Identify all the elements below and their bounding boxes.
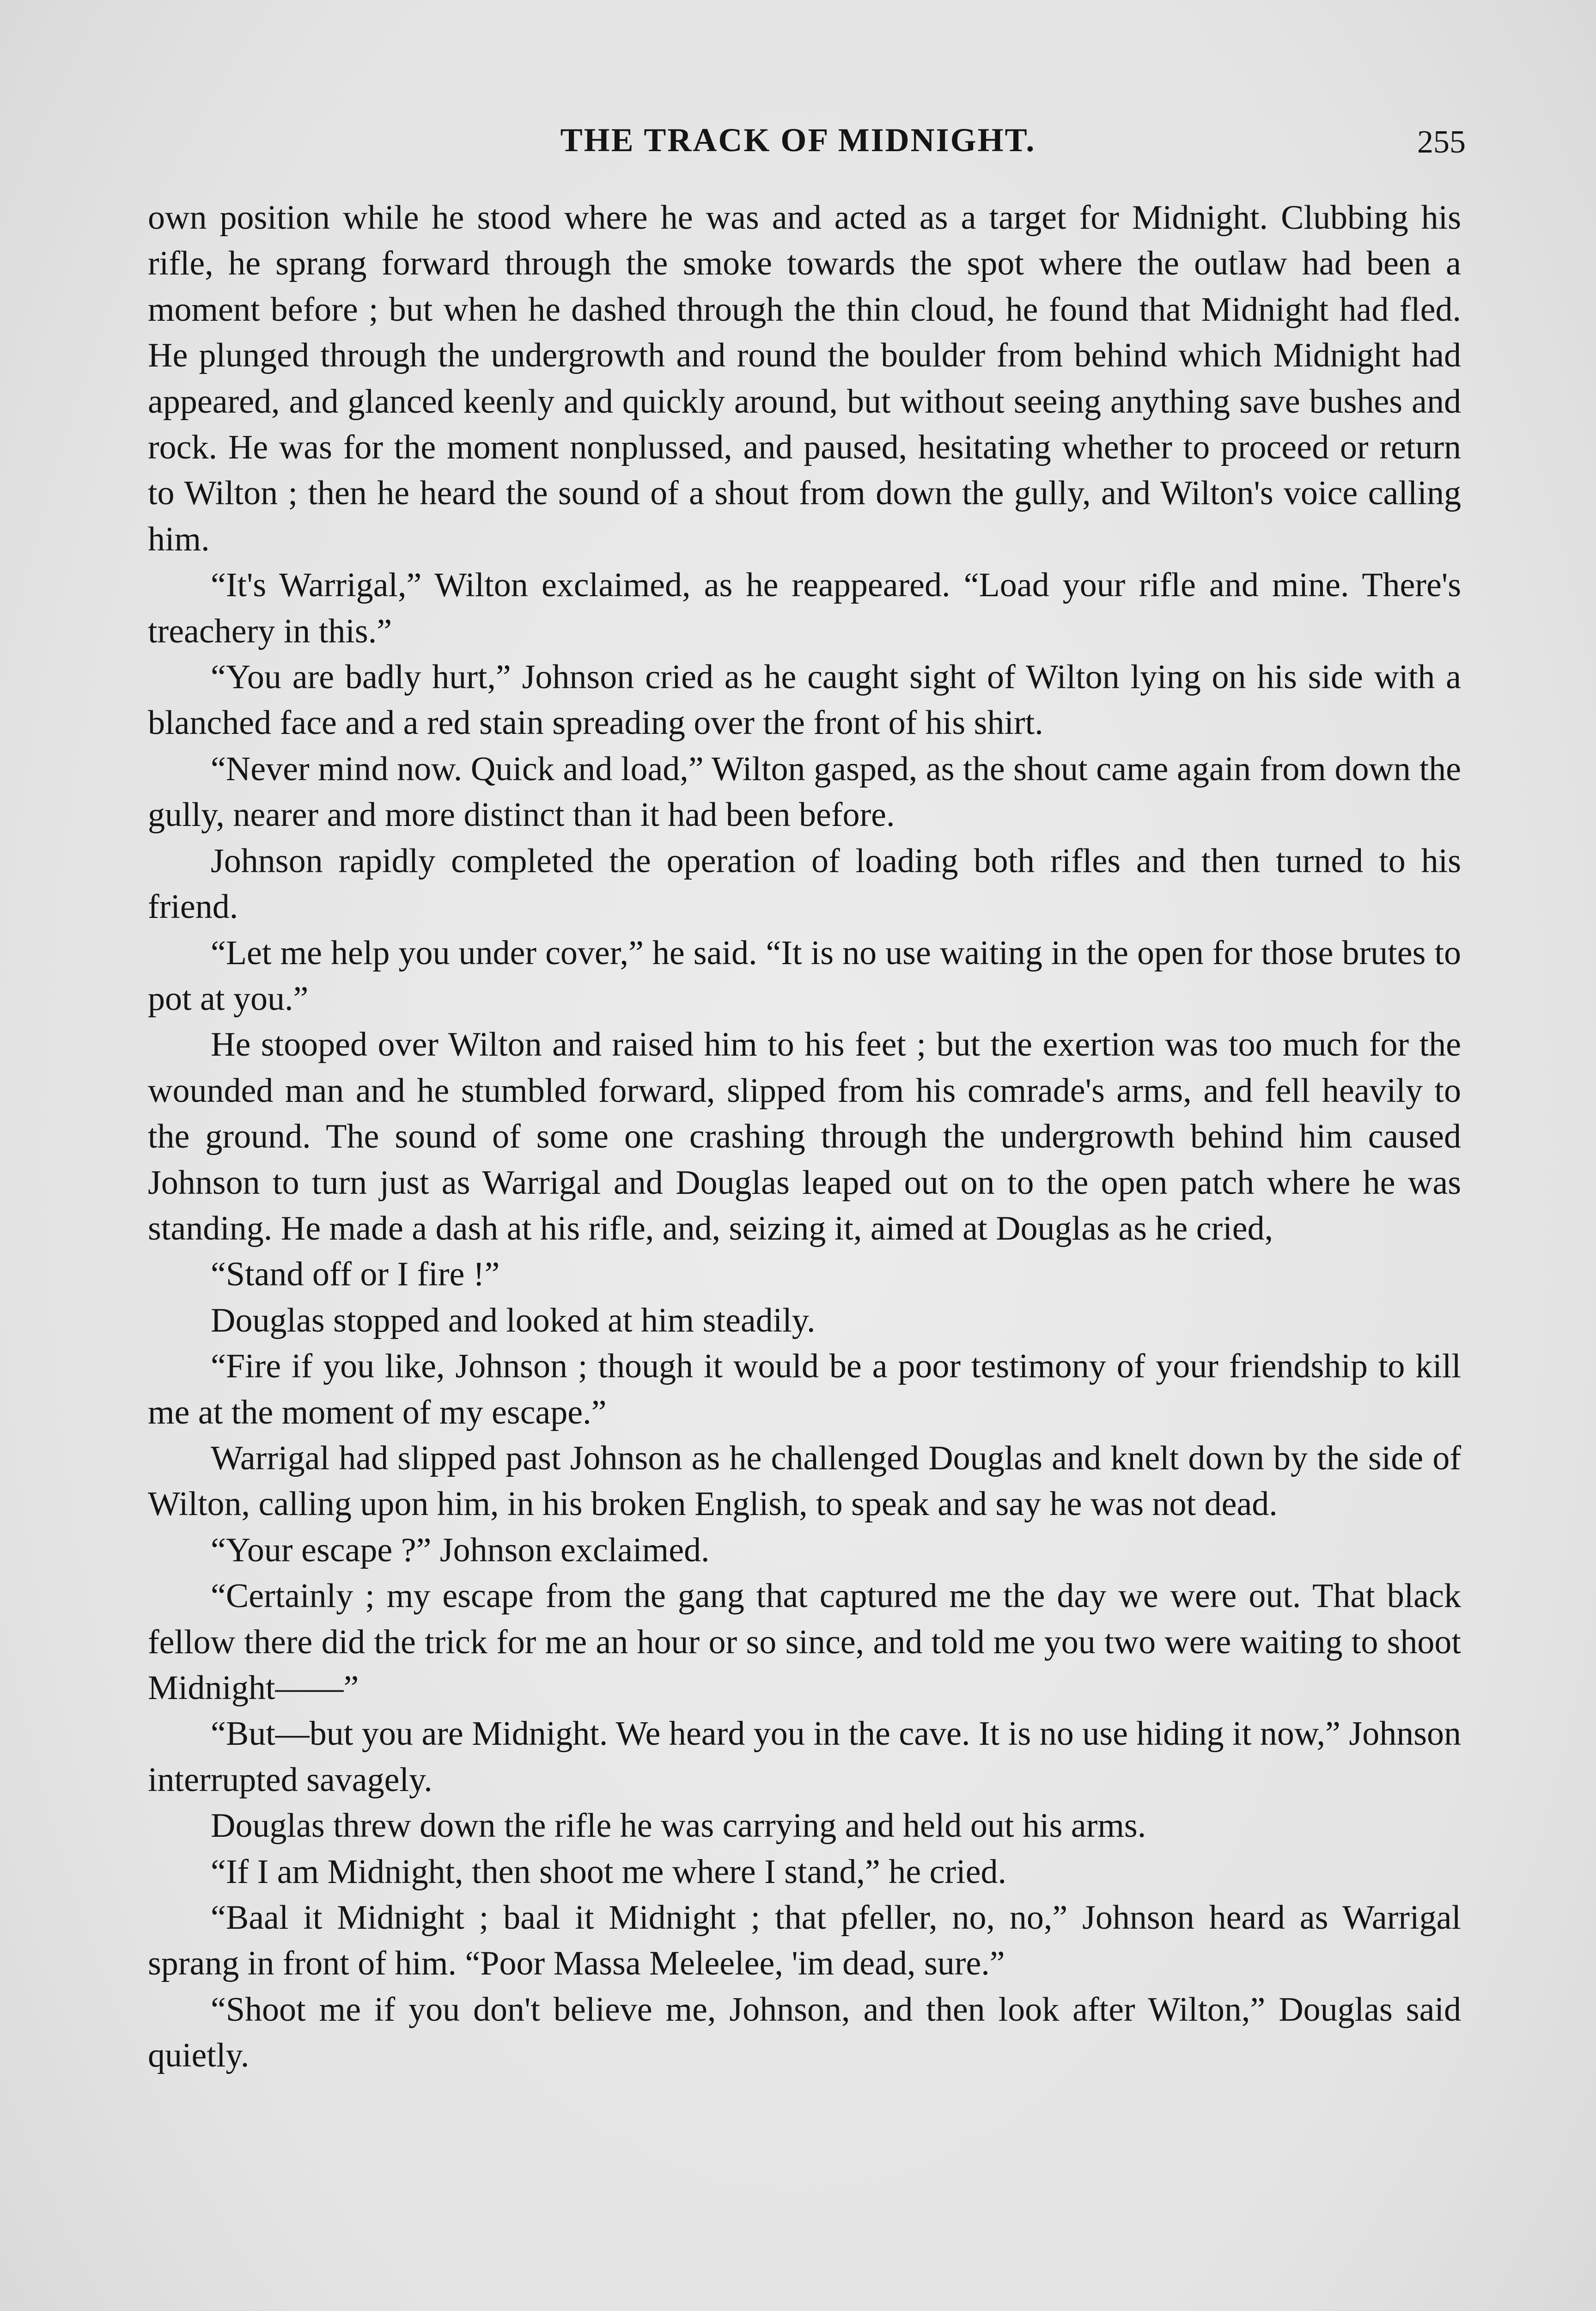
paragraph: “Never mind now. Quick and load,” Wilton gasped, as the shout came again from down the gully, nearer and more distinct than it had been before. xyxy=(148,750,1461,834)
paragraph: “Certainly ; my escape from the gang that captured me the day we were out. That black fellow there did the trick for me an hour or so since, and told me you two were waiting to shoot Midnight——” xyxy=(148,1577,1461,1707)
running-head-title: THE TRACK OF MIDNIGHT. xyxy=(560,122,1036,159)
page-number: 255 xyxy=(1417,124,1466,160)
running-head xyxy=(0,121,1596,172)
paragraph: “Shoot me if you don't believe me, Johnson, and then look after Wilton,” Douglas said quietly. xyxy=(148,1990,1461,2075)
paragraph: “Your escape ?” Johnson exclaimed. xyxy=(211,1531,710,1569)
paragraph: “Fire if you like, Johnson ; though it would be a poor testimony of your friendship to kill me at the moment of my escape.” xyxy=(148,1347,1461,1431)
paragraph: “Stand off or I fire !” xyxy=(211,1255,500,1294)
paragraph: “Let me help you under cover,” he said. “It is no use waiting in the open for those brutes to pot at you.” xyxy=(148,934,1461,1018)
paragraph: “But—but you are Midnight. We heard you in the cave. It is no use hiding it now,” Johnson interrupted savagely. xyxy=(148,1715,1461,1799)
paragraph: “You are badly hurt,” Johnson cried as he caught sight of Wilton lying on his side with a blanched face and a red stain spreading over the front of his shirt. xyxy=(148,658,1461,742)
paragraph: “Baal it Midnight ; baal it Midnight ; that pfeller, no, no,” Johnson heard as Warrigal sprang in front of him. “Poor Massa Meleelee, 'im dead, sure.” xyxy=(148,1899,1461,1983)
body-text xyxy=(148,195,1461,2079)
paragraph: Douglas stopped and looked at him steadily. xyxy=(211,1301,816,1339)
paragraph: Warrigal had slipped past Johnson as he challenged Douglas and knelt down by the side of Wilton, calling upon him, in his broken English, to speak and say he was not dead. xyxy=(148,1439,1461,1523)
paragraph: Johnson rapidly completed the operation of loading both rifles and then turned to his friend. xyxy=(148,842,1461,926)
paragraph: Douglas threw down the rifle he was carrying and held out his arms. xyxy=(211,1807,1146,1845)
paragraph: “It's Warrigal,” Wilton exclaimed, as he reappeared. “Load your rifle and mine. There's treachery in this.” xyxy=(148,566,1461,650)
paragraph: He stooped over Wilton and raised him to his feet ; but the exertion was too much for the wounded man and he stumbled forward, slipped from his comrade's arms, and fell heavily to the ground. The sound of some one crashing through the undergrowth behind him caused Johnson to turn just as Warrigal and Douglas leaped out on to the open patch where he was standing. He made a dash at his rifle, and, seizing it, aimed at Douglas as he cried, xyxy=(148,1026,1461,1247)
paragraph: own position while he stood where he was and acted as a target for Midnight. Clubbing his rifle, he sprang forward through the smoke towards the spot where the outlaw had been a moment before ; but when he dashed through the thin cloud, he found that Midnight had fled. He plunged through the undergrowth and round the boulder from behind which Midnight had appeared, and glanced keenly and quickly around, but without seeing anything save bushes and rock. He was for the moment nonplussed, and paused, hesitating whether to proceed or return to Wilton ; then he heard the sound of a shout from down the gully, and Wilton's voice calling him. xyxy=(148,199,1461,558)
paragraph: “If I am Midnight, then shoot me where I stand,” he cried. xyxy=(211,1852,1007,1891)
